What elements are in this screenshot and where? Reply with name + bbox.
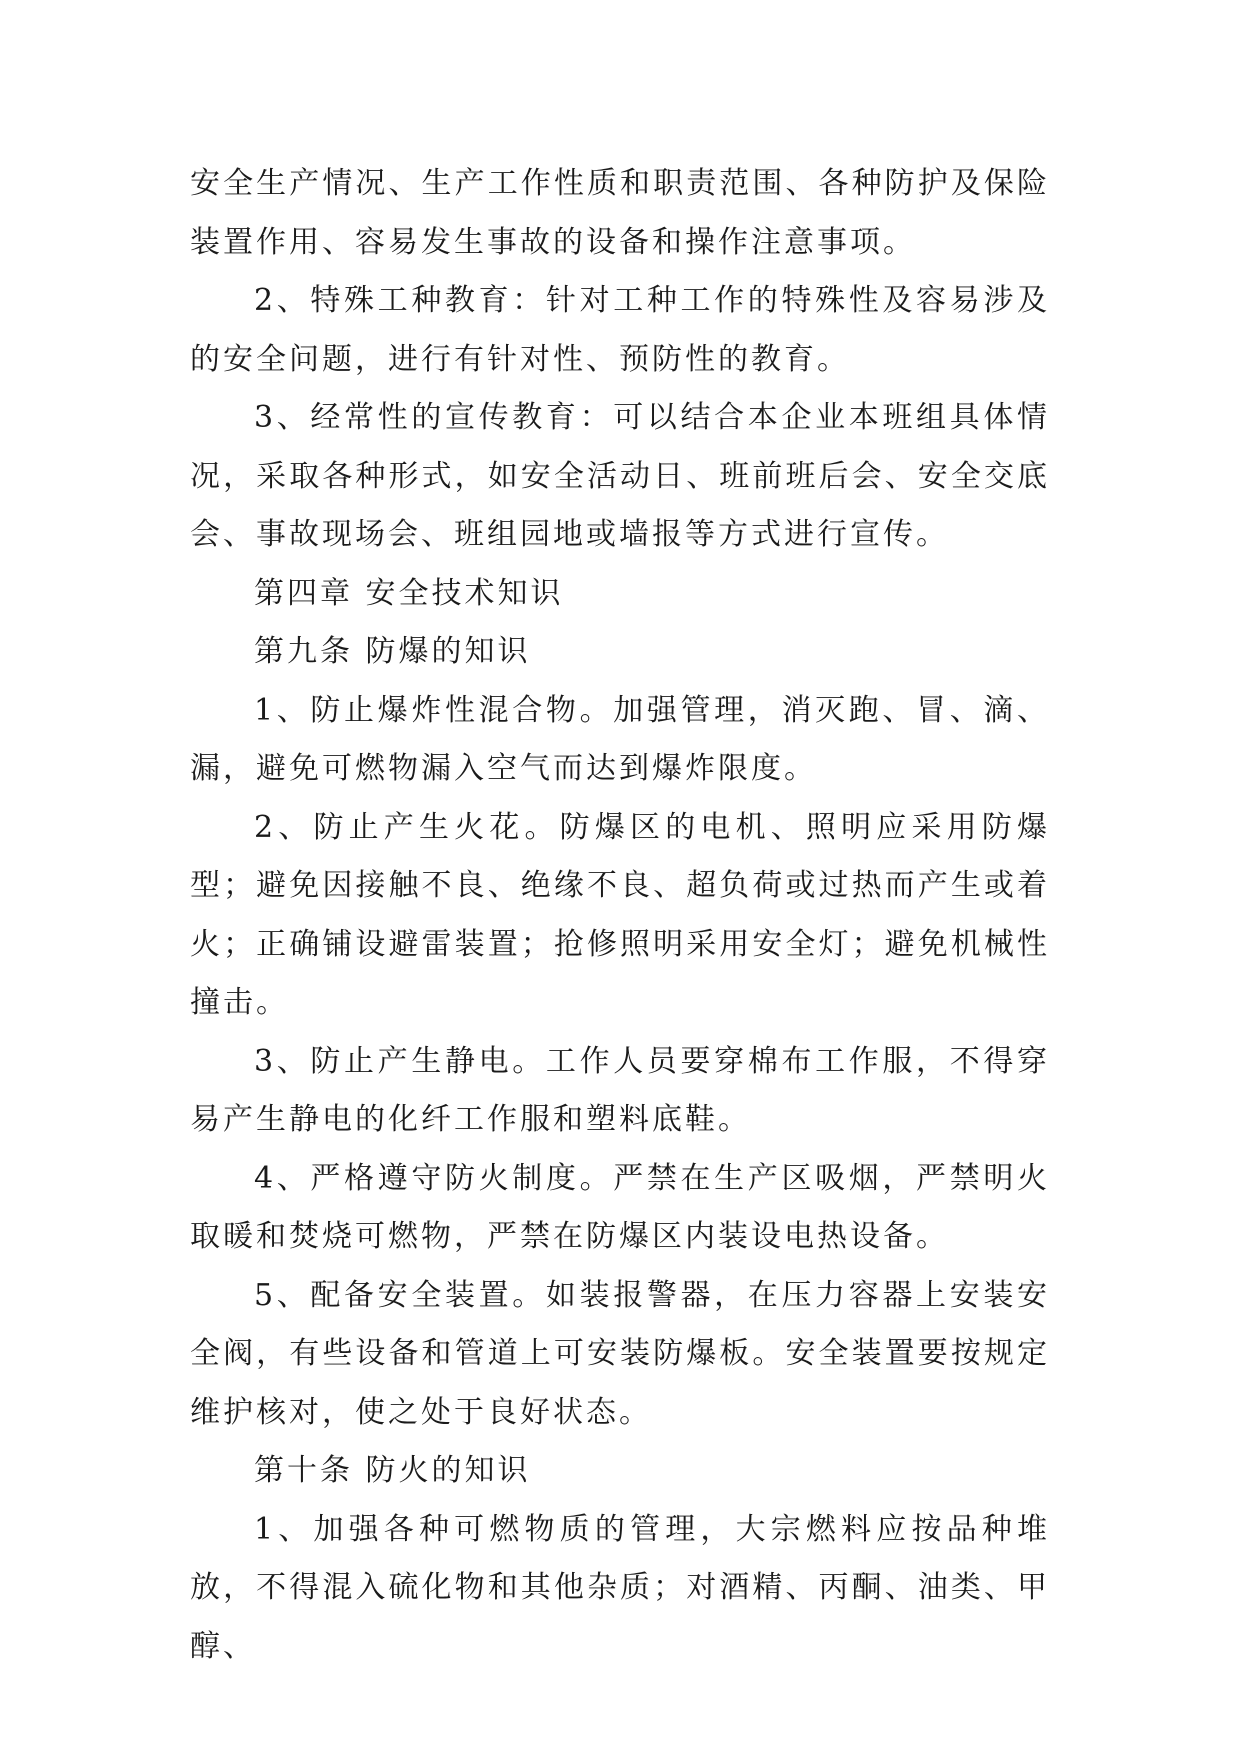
article-heading: 第十条 防火的知识 xyxy=(254,1453,531,1488)
document-body xyxy=(190,155,1050,1676)
paragraph: 1、加强各种可燃物质的管理，大宗燃料应按品种堆放，不得混入硫化物和其他杂质；对酒精、丙酮、油类、甲醇、 xyxy=(190,1511,1050,1664)
paragraph: 4、严格遵守防火制度。严禁在生产区吸烟，严禁明火取暖和焚烧可燃物，严禁在防爆区内装设电热设备。 xyxy=(190,1160,1050,1254)
paragraph: 安全生产情况、生产工作性质和职责范围、各种防护及保险装置作用、容易发生事故的设备和操作注意事项。 xyxy=(190,166,1050,260)
paragraph: 2、特殊工种教育：针对工种工作的特殊性及容易涉及的安全问题，进行有针对性、预防性的教育。 xyxy=(190,283,1050,377)
paragraph: 3、经常性的宣传教育：可以结合本企业本班组具体情况，采取各种形式，如安全活动日、班前班后会、安全交底会、事故现场会、班组园地或墙报等方式进行宣传。 xyxy=(190,400,1050,552)
paragraph: 5、配备安全装置。如装报警器，在压力容器上安装安全阀，有些设备和管道上可安装防爆板。安全装置要按规定维护核对，使之处于良好状态。 xyxy=(190,1277,1050,1430)
paragraph: 1、防止爆炸性混合物。加强管理，消灭跑、冒、滴、漏，避免可燃物漏入空气而达到爆炸限度。 xyxy=(190,692,1050,786)
paragraph: 3、防止产生静电。工作人员要穿棉布工作服，不得穿易产生静电的化纤工作服和塑料底鞋。 xyxy=(190,1043,1050,1137)
article-heading: 第九条 防爆的知识 xyxy=(254,634,531,669)
chapter-heading: 第四章 安全技术知识 xyxy=(254,575,564,611)
paragraph: 2、防止产生火花。防爆区的电机、照明应采用防爆型；避免因接触不良、绝缘不良、超负荷或过热而产生或着火；正确铺设避雷装置；抢修照明采用安全灯；避免机械性撞击。 xyxy=(190,809,1050,1020)
